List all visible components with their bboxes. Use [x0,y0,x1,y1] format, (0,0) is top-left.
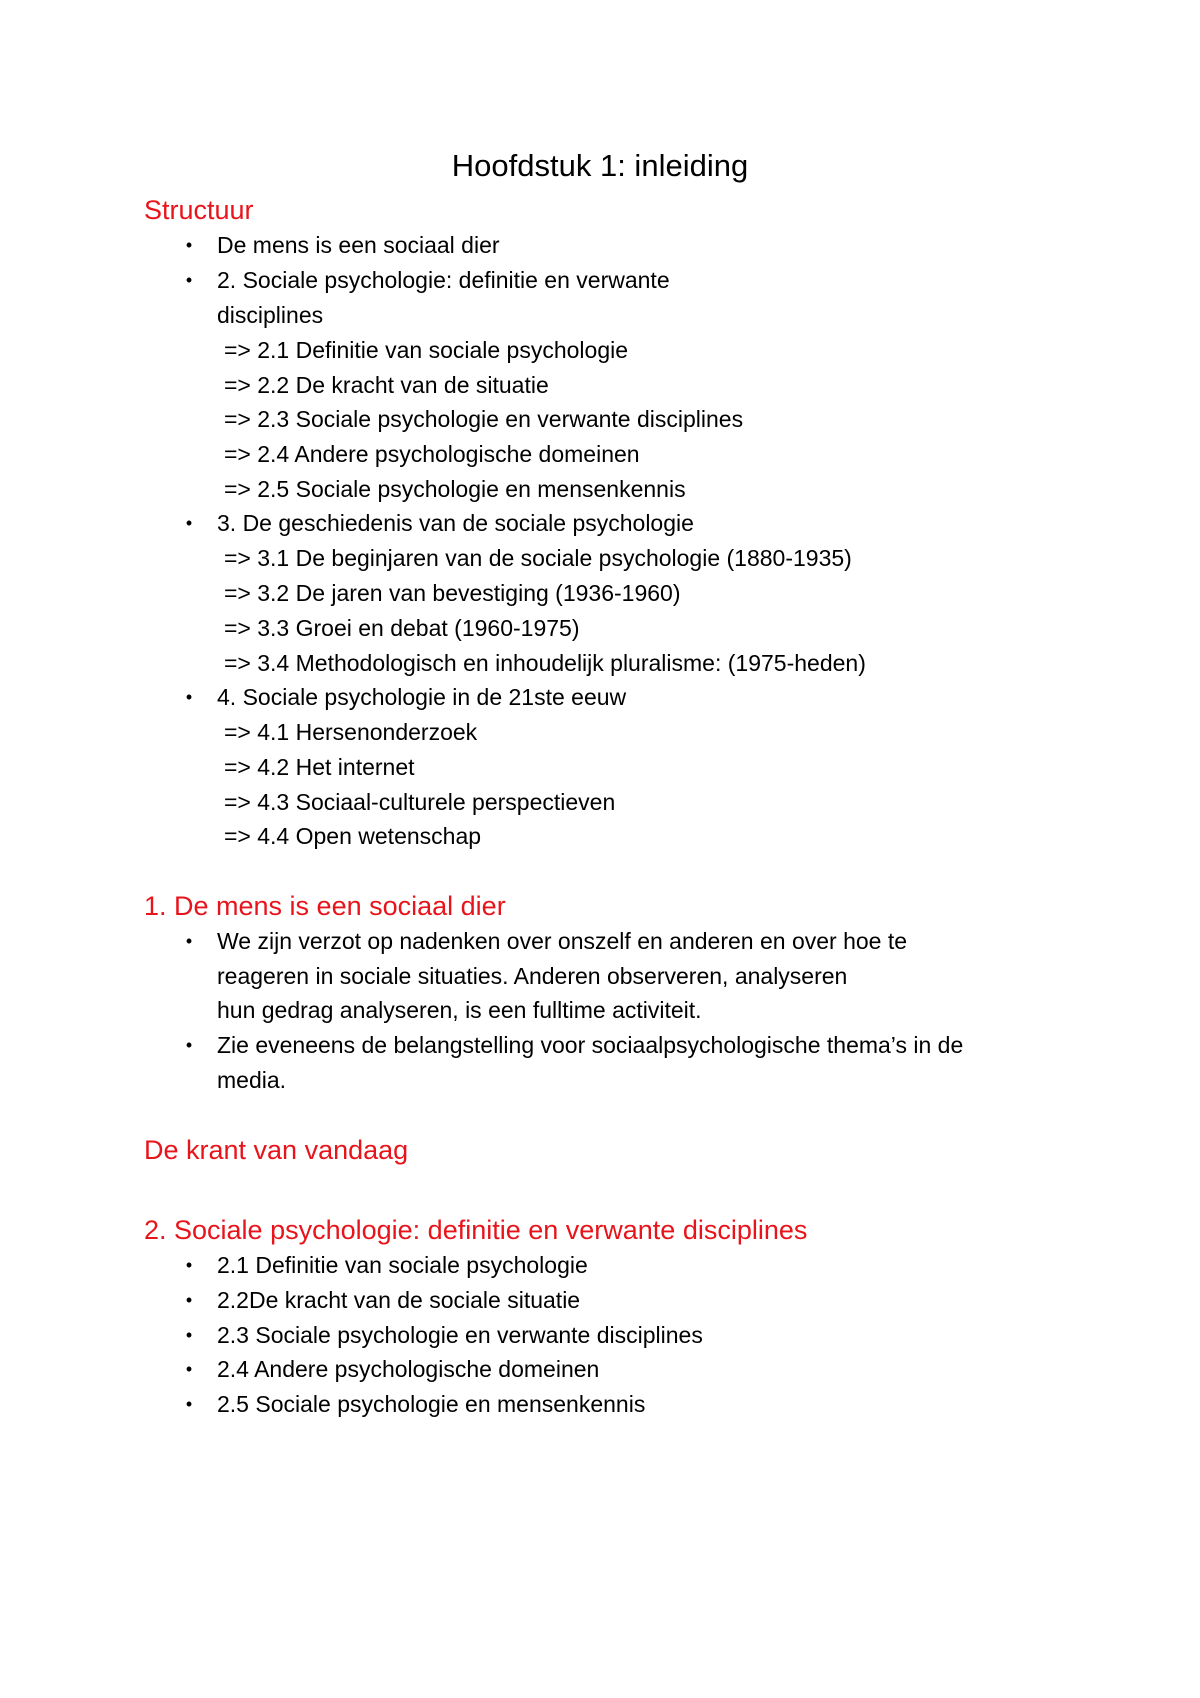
bullet-icon: • [185,1255,193,1275]
page-title: Hoofdstuk 1: inleiding [451,148,749,183]
bullet-icon: • [185,270,193,290]
bullet-icon: • [185,235,193,255]
structuur-subitem: => 4.4 Open wetenschap [224,823,482,849]
bullet-icon: • [185,1290,193,1310]
structuur-subitem: => 2.3 Sociale psychologie en verwante disciplines [224,406,744,432]
bullet-icon: • [185,1359,193,1379]
section-1-paragraph: hun gedrag analyseren, is een fulltime activiteit. [217,997,702,1023]
section-2-item: 2.4 Andere psychologische domeinen [217,1356,600,1382]
structuur-subitem: => 3.4 Methodologisch en inhoudelijk pluralisme: (1975-heden) [224,650,866,676]
structuur-subitem: => 4.1 Hersenonderzoek [224,719,478,745]
krant-heading: De krant van vandaag [144,1135,409,1165]
structuur-item-2: 2. Sociale psychologie: definitie en verwante [217,267,670,293]
bullet-icon: • [185,1035,193,1055]
bullet-icon: • [185,687,193,707]
structuur-subitem: => 2.5 Sociale psychologie en mensenkennis [224,476,686,502]
structuur-subitem: => 2.1 Definitie van sociale psychologie [224,337,629,363]
section-1-paragraph: media. [217,1067,287,1093]
structuur-subitem: => 3.2 De jaren van bevestiging (1936-1960) [224,580,681,606]
structuur-subitem: => 4.2 Het internet [224,754,415,780]
structuur-item-1: De mens is een sociaal dier [217,232,500,258]
section-2-item: 2.5 Sociale psychologie en mensenkennis [217,1391,646,1417]
bullet-icon: • [185,1394,193,1414]
section-1-paragraph: reageren in sociale situaties. Anderen observeren, analyseren [217,963,848,989]
structuur-subitem: => 3.1 De beginjaren van de sociale psychologie (1880-1935) [224,545,852,571]
section-1-heading: 1. De mens is een sociaal dier [144,891,506,921]
bullet-icon: • [185,1325,193,1345]
section-1-paragraph: We zijn verzot op nadenken over onszelf en anderen en over hoe te [217,928,908,954]
structuur-item-4: 4. Sociale psychologie in de 21ste eeuw [217,684,627,710]
section-2-heading: 2. Sociale psychologie: definitie en verwante disciplines [144,1215,808,1245]
structuur-heading: Structuur [144,195,254,225]
section-1-paragraph: Zie eveneens de belangstelling voor sociaalpsychologische thema’s in de [217,1032,964,1058]
bullet-icon: • [185,931,193,951]
structuur-subitem: => 3.3 Groei en debat (1960-1975) [224,615,580,641]
structuur-subitem: => 2.4 Andere psychologische domeinen [224,441,640,467]
section-2-item: 2.1 Definitie van sociale psychologie [217,1252,588,1278]
structuur-item-2-continued: disciplines [217,302,324,328]
structuur-subitem: => 2.2 De kracht van de situatie [224,372,549,398]
section-2-item: 2.3 Sociale psychologie en verwante disciplines [217,1322,703,1348]
bullet-icon: • [185,513,193,533]
structuur-item-3: 3. De geschiedenis van de sociale psychologie [217,510,694,536]
section-2-item: 2.2De kracht van de sociale situatie [217,1287,581,1313]
structuur-subitem: => 4.3 Sociaal-culturele perspectieven [224,789,616,815]
